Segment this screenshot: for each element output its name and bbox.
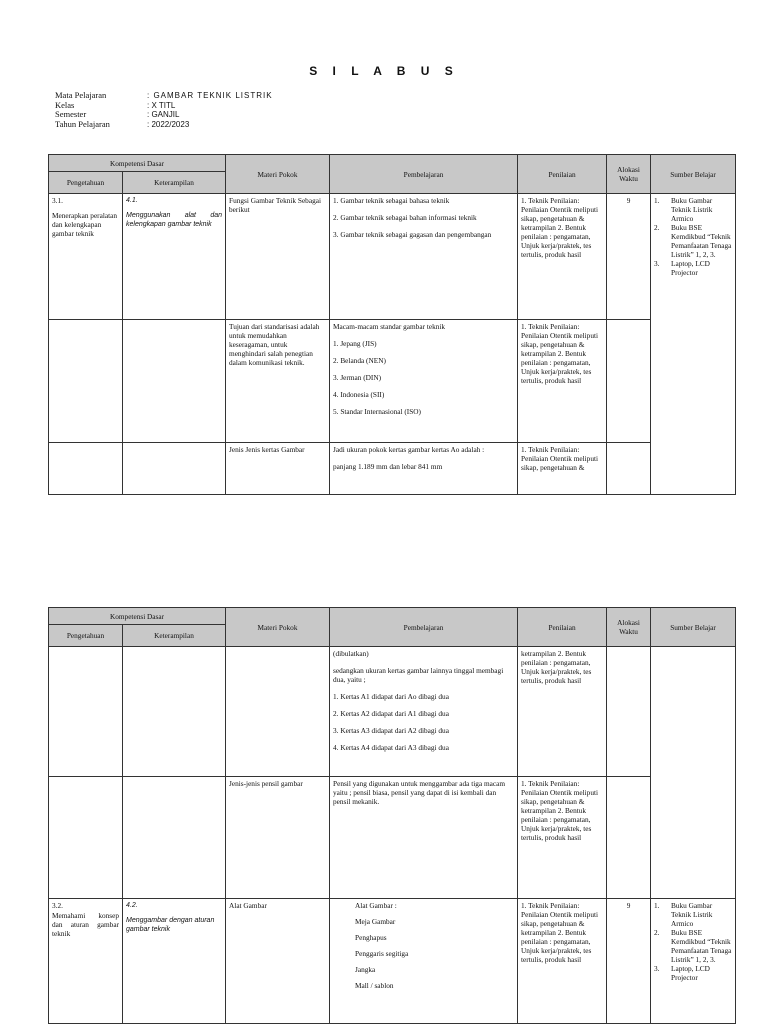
table-row [49, 320, 736, 443]
list-item: (dibulatkan) [333, 649, 369, 658]
table-row [49, 194, 736, 320]
meta-label: Mata Pelajaran [55, 90, 107, 100]
cell-keterampilan [123, 194, 226, 320]
cell-alokasi: 9 [607, 194, 651, 320]
cell-keterampilan [123, 647, 226, 777]
cell-pengetahuan [49, 443, 123, 495]
cell-materi [226, 647, 330, 777]
header-kompetensi-dasar: Kompetensi Dasar [49, 608, 226, 625]
header-penilaian: Penilaian [518, 155, 607, 194]
header-pengetahuan: Pengetahuan [49, 625, 123, 647]
cell-materi: Tujuan dari standarisasi adalah untuk memudahkan keseragaman, untuk menghindari salah penegtian dalam komunikasi teknik. [226, 320, 330, 443]
meta-value: : 2022/2023 [147, 119, 190, 129]
cell-penilaian: 1. Teknik Penilaian: Penilaian Otentik meliputi sikap, pengetahuan & ketrampilan 2. Bentuk penilaian : pengamatan, Unjuk kerja/praktek, tes tertulis, produk hasil [518, 899, 607, 1024]
kd-text: Menerapkan peralatan dan kelengkapan gambar teknik [52, 211, 118, 238]
list-item: 2. Buku BSE Kemdikbud “Teknik Pemanfaatan Tenaga Listrik” 1, 2, 3. [654, 223, 732, 259]
kd-text: Menggambar dengan aturan gambar teknik [126, 917, 215, 933]
header-pengetahuan: Pengetahuan [49, 172, 123, 194]
cell-alokasi: 9 [607, 899, 651, 1024]
cell-alokasi [607, 320, 651, 443]
list-item: 1. Buku Gambar Teknik Listrik Armico [654, 196, 713, 223]
header-keterampilan: Keterampilan [123, 625, 226, 647]
page-title: S I L A B U S [309, 64, 459, 78]
list-item: Mall / sablon [355, 981, 394, 990]
meta-value: : GAMBAR TEKNIK LISTRIK [147, 91, 273, 100]
list-item: 3. Gambar teknik sebagai gagasan dan pengembangan [333, 230, 492, 239]
cell-pembelajaran [330, 443, 518, 495]
list-item: panjang 1.189 mm dan lebar 841 mm [333, 462, 443, 471]
list-item: Jadi ukuran pokok kertas gambar kertas Ao adalah : [333, 445, 485, 454]
header-pembelajaran: Pembelajaran [330, 608, 518, 647]
kd-text: Memahami konsep dan aturan gambar teknik [52, 911, 119, 938]
kd-number: 3.2. [52, 901, 63, 910]
cell-keterampilan [123, 899, 226, 1024]
cell-pembelajaran [330, 320, 518, 443]
meta-value: : GANJIL [147, 110, 180, 119]
list-item: Macam-macam standar gambar teknik [333, 322, 446, 331]
cell-keterampilan [123, 320, 226, 443]
cell-materi: Fungsi Gambar Teknik Sebagai berikut [226, 194, 330, 320]
header-penilaian: Penilaian [518, 608, 607, 647]
list-item: 2. Belanda (NEN) [333, 356, 386, 365]
kd-number: 3.1. [52, 196, 63, 205]
cell-pembelajaran [330, 899, 518, 1024]
cell-penilaian: 1. Teknik Penilaian: Penilaian Otentik meliputi sikap, pengetahuan & ketrampilan 2. Bentuk penilaian : pengamatan, Unjuk kerja/praktek, tes tertulis, produk hasil [518, 320, 607, 443]
cell-pembelajaran [330, 647, 518, 777]
cell-penilaian: 1. Teknik Penilaian: Penilaian Otentik meliputi sikap, pengetahuan & ketrampilan 2. Bentuk penilaian : pengamatan, Unjuk kerja/praktek, tes tertulis, produk hasil [518, 777, 607, 899]
list-item: Jangka [355, 965, 376, 974]
cell-materi: Jenis Jenis kertas Gambar [226, 443, 330, 495]
table-row [49, 443, 736, 495]
list-item: Penghapus [355, 933, 387, 942]
list-item: 3. Laptop, LCD Projector [654, 259, 710, 277]
list-item: 1. Buku Gambar Teknik Listrik Armico [654, 901, 713, 928]
cell-alokasi [607, 443, 651, 495]
cell-alokasi [607, 777, 651, 899]
list-item: 1. Kertas A1 didapat dari Ao dibagi dua [333, 692, 449, 701]
list-item: Meja Gambar [355, 917, 396, 926]
cell-pembelajaran: Pensil yang digunakan untuk menggambar ada tiga macam yaitu ; pensil biasa, pensil yang dapat di isi kembali dan pensil mekanik. [330, 777, 518, 899]
cell-pengetahuan [49, 320, 123, 443]
table-row [49, 777, 736, 899]
header-kompetensi-dasar: Kompetensi Dasar [49, 155, 226, 172]
list-item: Alat Gambar : [355, 901, 397, 910]
list-item: Penggaris segitiga [355, 949, 409, 958]
list-item: 4. Indonesia (SII) [333, 390, 385, 399]
kd-number: 4.1. [126, 197, 138, 204]
cell-pengetahuan [49, 194, 123, 320]
syllabus-table-2 [48, 607, 736, 1024]
syllabus-table-1 [48, 154, 736, 495]
meta-label: Kelas [55, 99, 75, 110]
cell-penilaian: 1. Teknik Penilaian: Penilaian Otentik meliputi sikap, pengetahuan & ketrampilan 2. Bentuk penilaian : pengamatan, Unjuk kerja/praktek, tes tertulis, produk hasil [518, 194, 607, 320]
table-row [49, 647, 736, 777]
cell-keterampilan [123, 443, 226, 495]
cell-sumber [651, 194, 736, 495]
meta-row-subject [55, 91, 273, 101]
cell-keterampilan [123, 777, 226, 899]
meta-label: Semester [55, 109, 87, 119]
cell-penilaian: ketrampilan 2. Bentuk penilaian : pengamatan, Unjuk kerja/praktek, tes tertulis, produk hasil [518, 647, 607, 777]
header-sumber-belajar: Sumber Belajar [651, 155, 736, 194]
list-item: 2. Kertas A2 didapat dari A1 dibagi dua [333, 709, 449, 718]
cell-pengetahuan [49, 899, 123, 1024]
cell-pengetahuan [49, 647, 123, 777]
header-keterampilan: Keterampilan [123, 172, 226, 194]
list-item: 3. Jerman (DIN) [333, 373, 382, 382]
header-materi-pokok: Materi Pokok [226, 155, 330, 194]
header-materi-pokok: Materi Pokok [226, 608, 330, 647]
list-item: 2. Gambar teknik sebagai bahan informasi teknik [333, 213, 477, 222]
cell-pembelajaran [330, 194, 518, 320]
list-item: 2. Buku BSE Kemdikbud “Teknik Pemanfaatan Tenaga Listrik” 1, 2, 3. [654, 928, 732, 964]
list-item: 4. Kertas A4 didapat dari A3 dibagi dua [333, 743, 449, 752]
sumber-list [654, 196, 732, 277]
cell-sumber [651, 899, 736, 1024]
meta-label: Tahun Pelajaran [55, 118, 110, 129]
meta-row-year [55, 120, 273, 130]
header-sumber-belajar: Sumber Belajar [651, 608, 736, 647]
cell-alokasi [607, 647, 651, 777]
cell-materi: Alat Gambar [226, 899, 330, 1024]
kd-text: Menggunakan alat dan kelengkapan gambar teknik [126, 212, 223, 228]
cell-penilaian: 1. Teknik Penilaian: Penilaian Otentik meliputi sikap, pengetahuan & [518, 443, 607, 495]
alat-gambar-list [333, 901, 514, 990]
sumber-list [654, 901, 732, 982]
list-item: sedangkan ukuran kertas gambar lainnya tinggal membagi dua, yaitu ; [333, 666, 504, 684]
list-item: 3. Kertas A3 didapat dari A2 dibagi dua [333, 726, 449, 735]
list-item: 1. Jepang (JIS) [333, 339, 377, 348]
cell-materi: Jenis-jenis pensil gambar [226, 777, 330, 899]
document-meta [55, 91, 273, 129]
cell-pengetahuan [49, 777, 123, 899]
cell-sumber [651, 647, 736, 899]
meta-value: : X TITL [147, 100, 176, 110]
meta-row-class [55, 101, 273, 111]
kd-number: 4.2. [126, 902, 138, 909]
list-item: 3. Laptop, LCD Projector [654, 964, 710, 982]
header-alokasi-waktu: Alokasi Waktu [607, 155, 651, 194]
header-pembelajaran: Pembelajaran [330, 155, 518, 194]
header-alokasi-waktu: Alokasi Waktu [607, 608, 651, 647]
list-item: 5. Standar Internasional (ISO) [333, 407, 421, 416]
table-row [49, 899, 736, 1024]
list-item: 1. Gambar teknik sebagai bahasa teknik [333, 196, 450, 205]
